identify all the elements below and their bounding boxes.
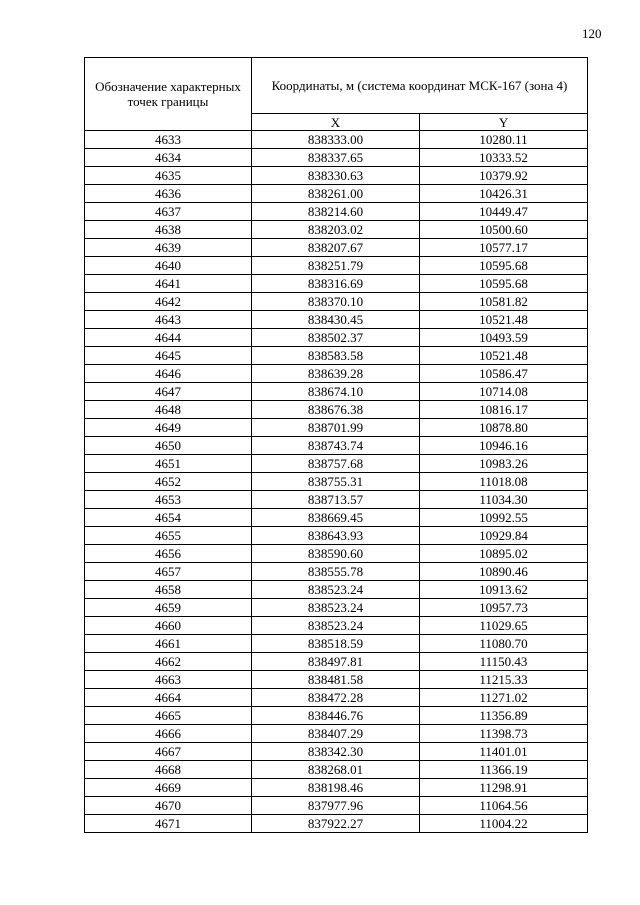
table-row <box>85 257 588 275</box>
y-coordinate-cell: 11398.73 <box>420 725 588 743</box>
point-id-cell: 4657 <box>85 563 252 581</box>
point-id-cell: 4655 <box>85 527 252 545</box>
point-id-cell: 4664 <box>85 689 252 707</box>
y-coordinate-cell: 11004.22 <box>420 815 588 833</box>
x-coordinate-cell: 838523.24 <box>252 581 420 599</box>
point-id-cell: 4658 <box>85 581 252 599</box>
y-coordinate-cell: 10379.92 <box>420 167 588 185</box>
x-coordinate-cell: 838755.31 <box>252 473 420 491</box>
table-row <box>85 581 588 599</box>
x-coordinate-cell: 838518.59 <box>252 635 420 653</box>
point-id-cell: 4660 <box>85 617 252 635</box>
x-coordinate-cell: 838207.67 <box>252 239 420 257</box>
table-row <box>85 509 588 527</box>
table-row <box>85 185 588 203</box>
table-row <box>85 707 588 725</box>
table-row <box>85 815 588 833</box>
page-number: 120 <box>582 26 602 41</box>
x-coordinate-cell: 838502.37 <box>252 329 420 347</box>
table-row <box>85 455 588 473</box>
table-row <box>85 473 588 491</box>
y-coordinate-cell: 10714.08 <box>420 383 588 401</box>
y-coordinate-cell: 11029.65 <box>420 617 588 635</box>
y-coordinate-cell: 10521.48 <box>420 347 588 365</box>
table-row <box>85 545 588 563</box>
x-coordinate-cell: 838472.28 <box>252 689 420 707</box>
point-id-cell: 4665 <box>85 707 252 725</box>
table-row <box>85 401 588 419</box>
table-row <box>85 689 588 707</box>
y-coordinate-cell: 11018.08 <box>420 473 588 491</box>
x-coordinate-cell: 838555.78 <box>252 563 420 581</box>
x-coordinate-cell: 838674.10 <box>252 383 420 401</box>
table-row <box>85 239 588 257</box>
y-coordinate-cell: 10577.17 <box>420 239 588 257</box>
point-id-cell: 4667 <box>85 743 252 761</box>
y-coordinate-cell: 10983.26 <box>420 455 588 473</box>
x-coordinate-cell: 838407.29 <box>252 725 420 743</box>
coordinates-table <box>84 57 588 833</box>
y-coordinate-cell: 11150.43 <box>420 653 588 671</box>
y-coordinate-cell: 10595.68 <box>420 275 588 293</box>
table-row <box>85 131 588 149</box>
y-coordinate-cell: 11366.19 <box>420 761 588 779</box>
point-id-cell: 4653 <box>85 491 252 509</box>
point-id-cell: 4646 <box>85 365 252 383</box>
y-coordinate-cell: 10581.82 <box>420 293 588 311</box>
x-coordinate-cell: 838370.10 <box>252 293 420 311</box>
table-row <box>85 365 588 383</box>
y-coordinate-cell: 11356.89 <box>420 707 588 725</box>
table-row <box>85 635 588 653</box>
table-row <box>85 617 588 635</box>
point-id-cell: 4642 <box>85 293 252 311</box>
y-coordinate-cell: 10586.47 <box>420 365 588 383</box>
point-id-cell: 4662 <box>85 653 252 671</box>
table-row <box>85 275 588 293</box>
table-row <box>85 437 588 455</box>
y-coordinate-cell: 10929.84 <box>420 527 588 545</box>
y-coordinate-cell: 10595.68 <box>420 257 588 275</box>
table-row <box>85 221 588 239</box>
point-id-cell: 4668 <box>85 761 252 779</box>
y-coordinate-cell: 10280.11 <box>420 131 588 149</box>
y-coordinate-cell: 11271.02 <box>420 689 588 707</box>
point-id-cell: 4640 <box>85 257 252 275</box>
x-coordinate-cell: 838330.63 <box>252 167 420 185</box>
x-coordinate-cell: 838523.24 <box>252 617 420 635</box>
point-id-cell: 4639 <box>85 239 252 257</box>
table-row <box>85 743 588 761</box>
table-row <box>85 779 588 797</box>
y-coordinate-cell: 10913.62 <box>420 581 588 599</box>
x-coordinate-cell: 838713.57 <box>252 491 420 509</box>
point-id-cell: 4656 <box>85 545 252 563</box>
x-coordinate-cell: 838251.79 <box>252 257 420 275</box>
y-coordinate-cell: 10816.17 <box>420 401 588 419</box>
table-row <box>85 149 588 167</box>
x-coordinate-cell: 838701.99 <box>252 419 420 437</box>
table-row <box>85 383 588 401</box>
x-coordinate-cell: 838643.93 <box>252 527 420 545</box>
x-coordinate-cell: 838198.46 <box>252 779 420 797</box>
x-coordinate-cell: 838669.45 <box>252 509 420 527</box>
y-coordinate-cell: 10957.73 <box>420 599 588 617</box>
table-row <box>85 347 588 365</box>
x-coordinate-cell: 838214.60 <box>252 203 420 221</box>
point-id-cell: 4635 <box>85 167 252 185</box>
y-coordinate-cell: 11080.70 <box>420 635 588 653</box>
point-id-cell: 4651 <box>85 455 252 473</box>
point-id-cell: 4661 <box>85 635 252 653</box>
x-coordinate-cell: 837922.27 <box>252 815 420 833</box>
x-coordinate-cell: 838268.01 <box>252 761 420 779</box>
x-coordinate-cell: 838590.60 <box>252 545 420 563</box>
point-id-cell: 4659 <box>85 599 252 617</box>
y-coordinate-cell: 11064.56 <box>420 797 588 815</box>
y-coordinate-cell: 11401.01 <box>420 743 588 761</box>
point-id-cell: 4634 <box>85 149 252 167</box>
table-header <box>85 58 588 131</box>
x-coordinate-cell: 838639.28 <box>252 365 420 383</box>
table-row <box>85 293 588 311</box>
table-row <box>85 311 588 329</box>
y-coordinate-cell: 11215.33 <box>420 671 588 689</box>
table-row <box>85 329 588 347</box>
y-coordinate-cell: 11298.91 <box>420 779 588 797</box>
table-row <box>85 419 588 437</box>
y-coordinate-cell: 10493.59 <box>420 329 588 347</box>
point-id-cell: 4636 <box>85 185 252 203</box>
table-row <box>85 527 588 545</box>
x-coordinate-cell: 837977.96 <box>252 797 420 815</box>
x-coordinate-cell: 838676.38 <box>252 401 420 419</box>
x-coordinate-cell: 838337.65 <box>252 149 420 167</box>
point-id-cell: 4647 <box>85 383 252 401</box>
table-row <box>85 491 588 509</box>
point-id-cell: 4643 <box>85 311 252 329</box>
x-coordinate-cell: 838261.00 <box>252 185 420 203</box>
point-id-cell: 4649 <box>85 419 252 437</box>
y-column-header: Y <box>420 114 588 131</box>
y-coordinate-cell: 10449.47 <box>420 203 588 221</box>
point-id-cell: 4652 <box>85 473 252 491</box>
table-row <box>85 653 588 671</box>
table-row <box>85 563 588 581</box>
y-coordinate-cell: 10333.52 <box>420 149 588 167</box>
y-coordinate-cell: 10878.80 <box>420 419 588 437</box>
y-coordinate-cell: 10890.46 <box>420 563 588 581</box>
x-coordinate-cell: 838497.81 <box>252 653 420 671</box>
x-coordinate-cell: 838743.74 <box>252 437 420 455</box>
x-column-header: X <box>252 114 420 131</box>
y-coordinate-cell: 10992.55 <box>420 509 588 527</box>
point-id-cell: 4670 <box>85 797 252 815</box>
x-coordinate-cell: 838342.30 <box>252 743 420 761</box>
y-coordinate-cell: 10500.60 <box>420 221 588 239</box>
table-row <box>85 725 588 743</box>
point-id-cell: 4666 <box>85 725 252 743</box>
table-body <box>85 131 588 833</box>
point-id-cell: 4669 <box>85 779 252 797</box>
table-row <box>85 797 588 815</box>
x-coordinate-cell: 838316.69 <box>252 275 420 293</box>
point-id-cell: 4638 <box>85 221 252 239</box>
point-id-cell: 4648 <box>85 401 252 419</box>
point-id-cell: 4654 <box>85 509 252 527</box>
point-id-cell: 4645 <box>85 347 252 365</box>
x-coordinate-cell: 838481.58 <box>252 671 420 689</box>
x-coordinate-cell: 838333.00 <box>252 131 420 149</box>
x-coordinate-cell: 838583.58 <box>252 347 420 365</box>
table-row <box>85 203 588 221</box>
table-row <box>85 671 588 689</box>
x-coordinate-cell: 838430.45 <box>252 311 420 329</box>
x-coordinate-cell: 838446.76 <box>252 707 420 725</box>
table-row <box>85 761 588 779</box>
point-id-cell: 4637 <box>85 203 252 221</box>
x-coordinate-cell: 838757.68 <box>252 455 420 473</box>
table-row <box>85 167 588 185</box>
y-coordinate-cell: 10946.16 <box>420 437 588 455</box>
point-id-cell: 4641 <box>85 275 252 293</box>
y-coordinate-cell: 10521.48 <box>420 311 588 329</box>
x-coordinate-cell: 838203.02 <box>252 221 420 239</box>
point-id-cell: 4650 <box>85 437 252 455</box>
y-coordinate-cell: 10895.02 <box>420 545 588 563</box>
y-coordinate-cell: 10426.31 <box>420 185 588 203</box>
table-row <box>85 599 588 617</box>
point-id-cell: 4663 <box>85 671 252 689</box>
y-coordinate-cell: 11034.30 <box>420 491 588 509</box>
point-id-cell: 4644 <box>85 329 252 347</box>
coordinates-header: Координаты, м (система координат МСК-167 (зона 4) <box>252 58 588 114</box>
x-coordinate-cell: 838523.24 <box>252 599 420 617</box>
point-id-cell: 4633 <box>85 131 252 149</box>
point-designation-header: Обозначение характерных точек границы <box>85 58 252 131</box>
point-id-cell: 4671 <box>85 815 252 833</box>
